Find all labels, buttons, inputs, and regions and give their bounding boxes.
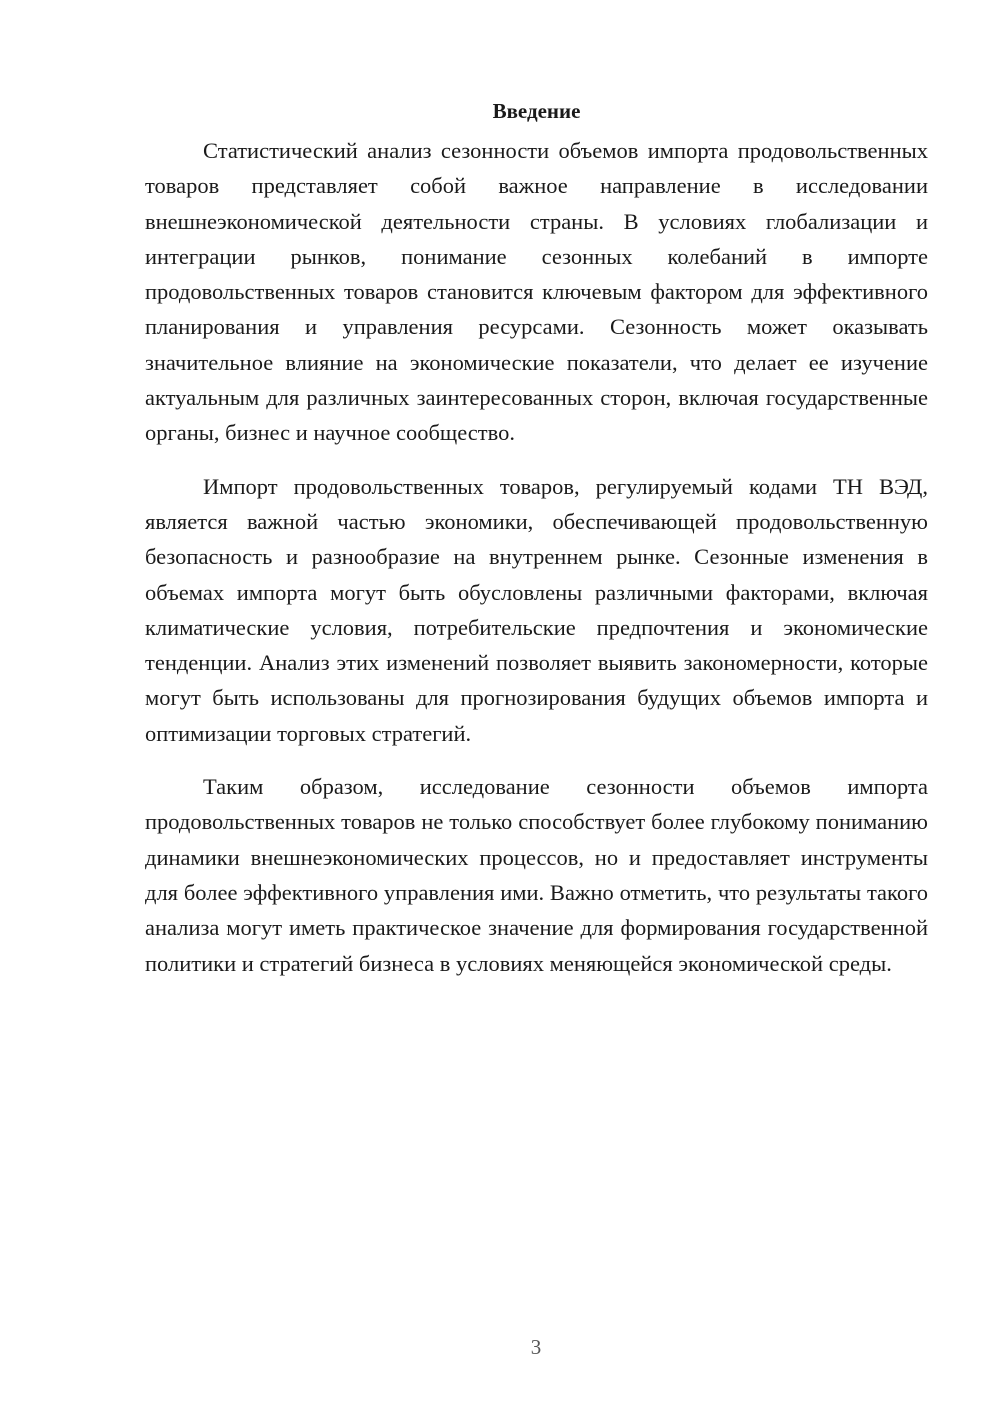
section-title: Введение	[492, 99, 581, 123]
paragraph-3: Таким образом, исследование сезонности объемов импорта продовольственных товаров не только способствует более глубокому пониманию динамики внешнеэкономических процессов, но и предоставляет инструменты для более эффективного управления ими. Важно отметить, что результаты такого анализа могут иметь практическое значение для формирования государственной политики и стратегий бизнеса в условиях меняющейся экономической среды.	[145, 774, 928, 976]
page-content	[145, 97, 928, 999]
paragraph-2: Импорт продовольственных товаров, регулируемый кодами ТН ВЭД, является важной частью экономики, обеспечивающей продовольственную безопасность и разнообразие на внутреннем рынке. Сезонные изменения в объемах импорта могут быть обусловлены различными факторами, включая климатические условия, потребительские предпочтения и экономические тенденции. Анализ этих изменений позволяет выявить закономерности, которые могут быть использованы для прогнозирования будущих объемов импорта и оптимизации торговых стратегий.	[145, 473, 928, 746]
paragraph-1: Статистический анализ сезонности объемов импорта продовольственных товаров представляет собой важное направление в исследовании внешнеэкономической деятельности страны. В условиях глобализации и интеграции рынков, понимание сезонных колебаний в импорте продовольственных товаров становится ключевым фактором для эффективного планирования и управления ресурсами. Сезонность может оказывать значительное влияние на экономические показатели, что делает ее изучение актуальным для различных заинтересованных сторон, включая государственные органы, бизнес и научное сообщество.	[145, 138, 928, 446]
page-number: 3	[530, 1335, 542, 1359]
